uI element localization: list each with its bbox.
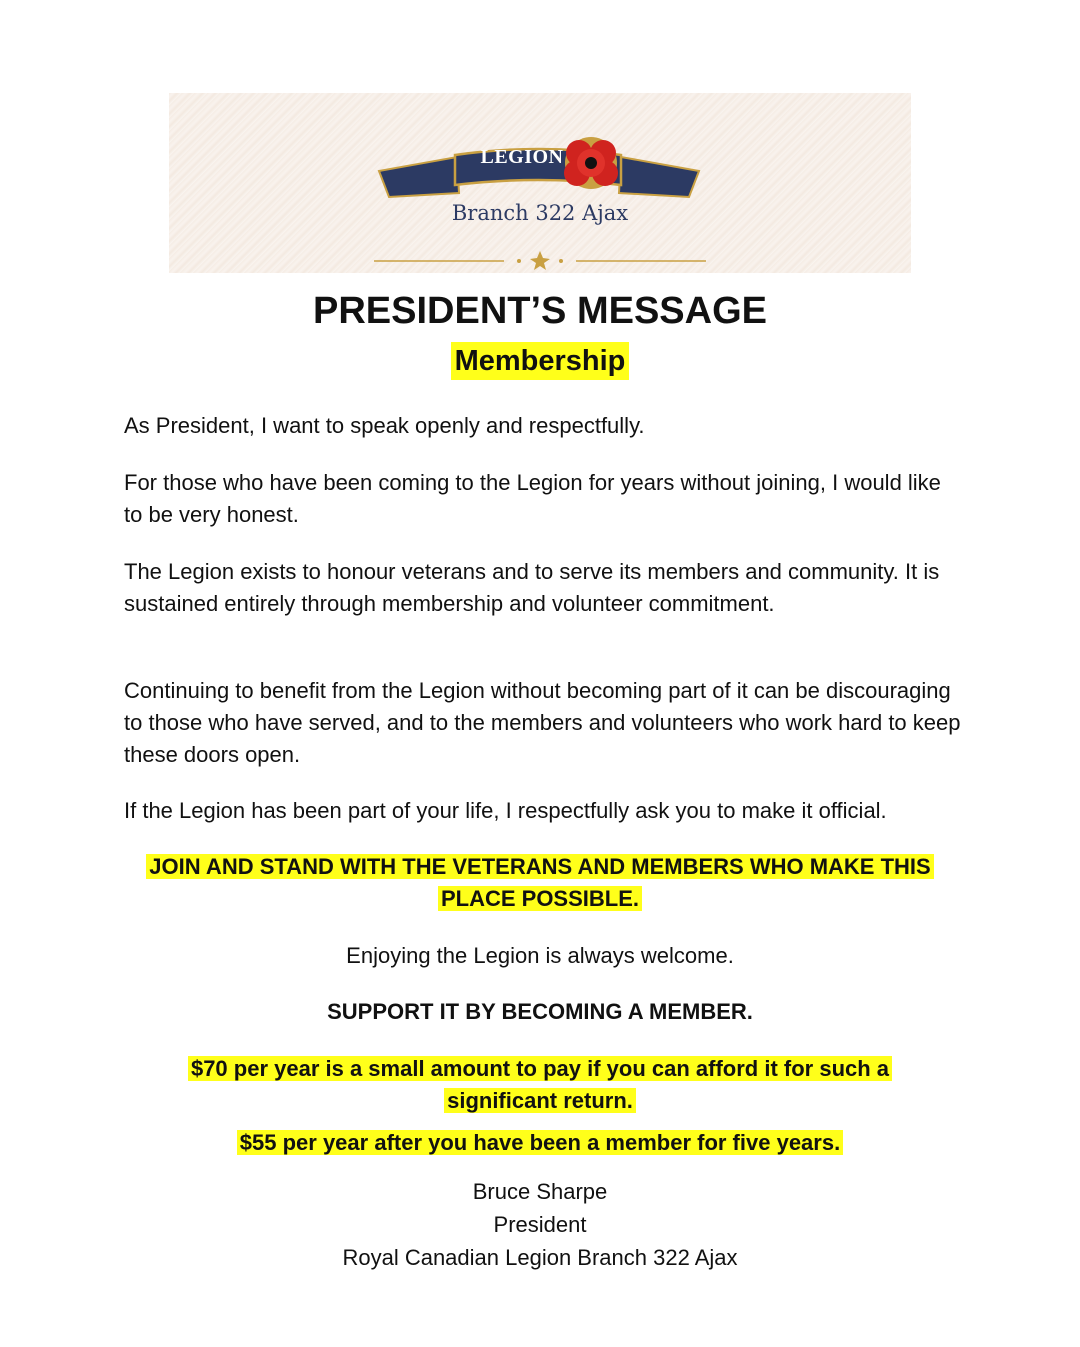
signature-name: Bruce Sharpe [472, 1179, 608, 1204]
paragraph-purpose: The Legion exists to honour veterans and to serve its members and community. It is sustained entirely through membership and volunteer commitment. [124, 559, 940, 616]
branch-name: Branch 322 Ajax [451, 201, 629, 225]
support-line: SUPPORT IT BY BECOMING A MEMBER. [327, 999, 753, 1024]
page-title: PRESIDENT’S MESSAGE [313, 290, 767, 332]
legion-ribbon-logo [169, 93, 911, 273]
legion-banner [169, 93, 911, 273]
paragraph-request: If the Legion has been part of your life, I respectfully ask you to make it official. [124, 798, 887, 823]
join-callout: JOIN AND STAND WITH THE VETERANS AND MEMBERS WHO MAKE THIS PLACE POSSIBLE. [146, 854, 933, 911]
signature-role: President [493, 1212, 587, 1237]
legion-logo-word: LEGION [480, 146, 564, 168]
price70-wrap [150, 1053, 930, 1117]
price70-callout: $70 per year is a small amount to pay if you can afford it for such a significant return. [188, 1056, 892, 1113]
maple-leaf-icon [517, 251, 563, 270]
welcome-line: Enjoying the Legion is always welcome. [346, 943, 734, 968]
paragraph-benefit: Continuing to benefit from the Legion without becoming part of it can be discouraging to those who have served, and to the members and volunteers who work hard to keep these doors open. [124, 678, 961, 767]
join-callout-wrap [140, 851, 940, 915]
subtitle-wrap [0, 342, 1080, 380]
price55-callout: $55 per year after you have been a member for five years. [237, 1130, 843, 1155]
price55-wrap [0, 1127, 1080, 1159]
signature-org: Royal Canadian Legion Branch 322 Ajax [342, 1245, 738, 1270]
paragraph-honest: For those who have been coming to the Legion for years without joining, I would like to be very honest. [124, 470, 941, 527]
page-subtitle: Membership [451, 342, 630, 380]
paragraph-intro: As President, I want to speak openly and respectfully. [124, 413, 645, 438]
